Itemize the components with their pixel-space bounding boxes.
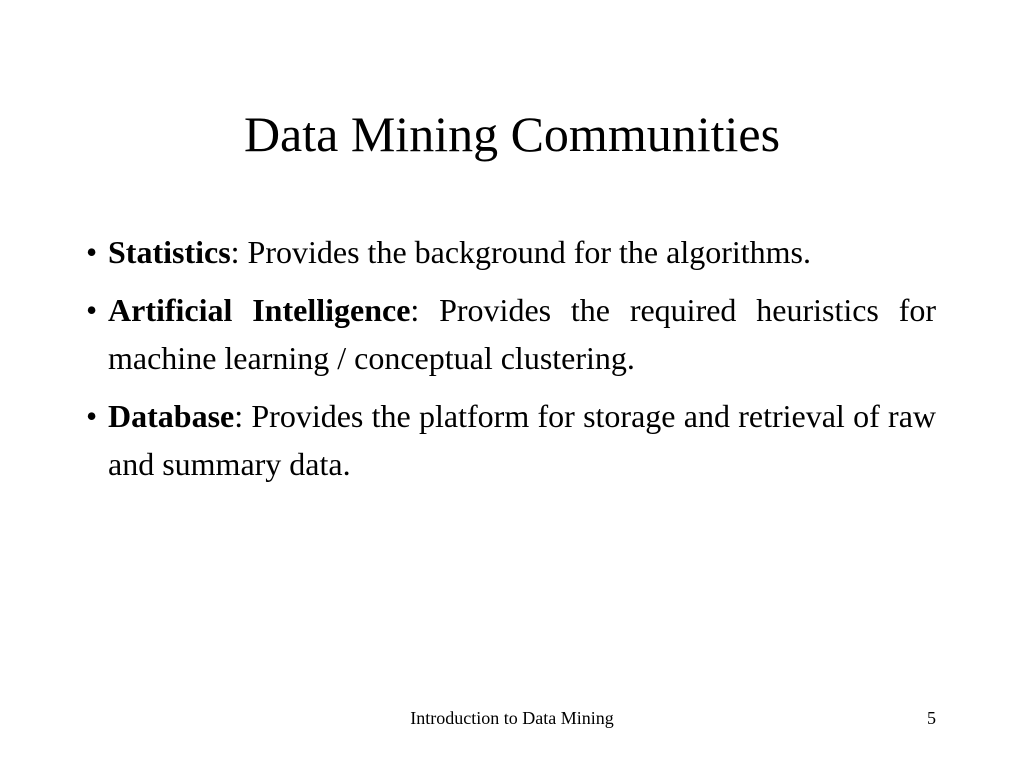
bullet-separator: : bbox=[234, 398, 244, 434]
bullet-item-database bbox=[86, 392, 936, 488]
bullet-term: Artificial Intelligence bbox=[108, 292, 411, 328]
bullet-term: Database bbox=[108, 398, 235, 434]
bullet-description: Provides the required heuristics for machine learning / conceptual clustering. bbox=[108, 292, 936, 376]
footer-title: Introduction to Data Mining bbox=[410, 708, 614, 728]
bullet-item-statistics bbox=[86, 228, 936, 276]
bullet-item-artificial-intelligence bbox=[86, 286, 936, 382]
bullet-term: Statistics bbox=[108, 234, 231, 270]
bullet-separator: : bbox=[230, 234, 240, 270]
bullet-separator: : bbox=[410, 292, 420, 328]
bullet-icon: • bbox=[86, 292, 98, 328]
bullet-icon: • bbox=[86, 234, 98, 270]
bullet-list bbox=[86, 228, 936, 498]
slide-title: Data Mining Communities bbox=[243, 106, 781, 162]
bullet-description: Provides the platform for storage and retrieval of raw and summary data. bbox=[108, 398, 936, 482]
bullet-content bbox=[108, 286, 936, 382]
bullet-content bbox=[108, 228, 936, 276]
page-number: 5 bbox=[927, 708, 936, 728]
bullet-icon: • bbox=[86, 398, 98, 434]
bullet-description: Provides the background for the algorithms. bbox=[239, 234, 811, 270]
bullet-content bbox=[108, 392, 936, 488]
